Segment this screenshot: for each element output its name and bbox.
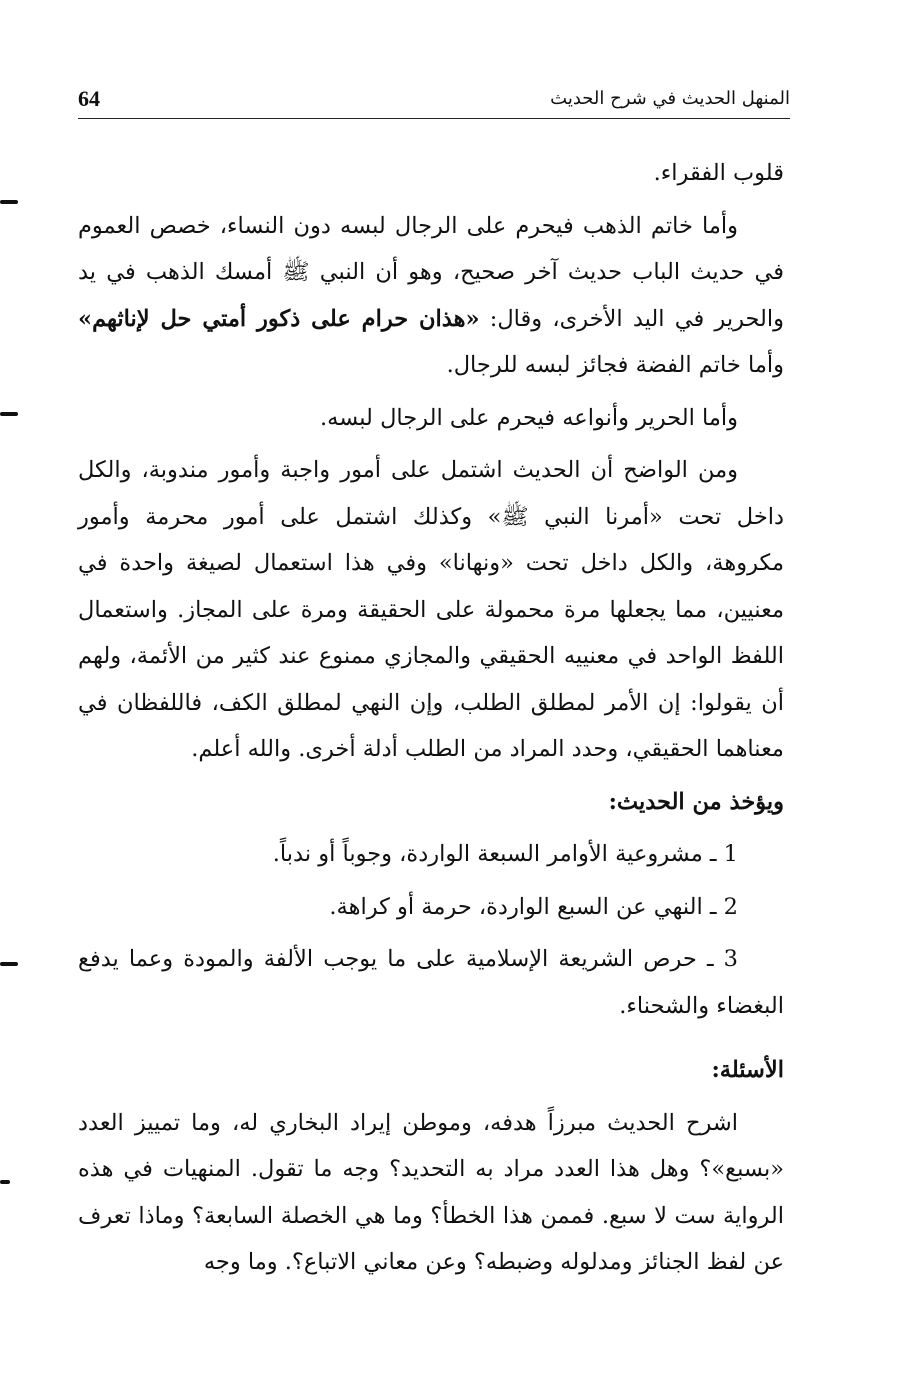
paragraph: قلوب الفقراء. <box>653 160 784 186</box>
scan-edge-mark <box>0 200 18 204</box>
page-number: 64 <box>78 86 100 111</box>
paragraph: اشرح الحديث مبرزاً هدفه، وموطن إيراد البخاري له، وما تمييز العدد «بسبع»؟ وهل هذا العدد مراد به التحديد؟ وجه ما تقول. المنهيات في هذه الرواية ست لا سبع. فممن هذا الخطأ؟ وما هي الخصلة السابعة؟ وماذا تعرف عن لفظ الجنائز ومدلوله وضبطه؟ وعن معاني الاتباع؟. وما وجه <box>78 1109 784 1275</box>
paragraph <box>78 203 784 389</box>
list-item: 2 ـ النهي عن السبع الواردة، حرمة أو كراهة. <box>329 893 738 920</box>
page-body <box>78 150 784 1286</box>
paragraph-text: وأما خاتم الذهب فيحرم على الرجال لبسه دون النساء، خصص العموم في حديث الباب حديث آخر صحيح، وهو أن النبي ﷺ أمسك الذهب في يد والحرير في اليد الأخرى، وقال: <box>78 212 785 332</box>
paragraph: ومن الواضح أن الحديث اشتمل على أمور واجبة وأمور مندوبة، والكل داخل تحت «أمرنا النبي ﷺ» وكذلك اشتمل على أمور محرمة وأمور مكروهة، والكل داخل تحت «ونهانا» وفي هذا استعمال لصيغة واحدة في معنيين، مما يجعلها مرة محمولة على الحقيقة ومرة على المجاز. واستعمال اللفظ الواحد في معنييه الحقيقي والمجازي ممنوع عند كثير من الأئمة، ولهم أن يقولوا: إن الأمر لمطلق الطلب، وإن النهي لمطلق الكف، فاللفظان في معناهما الحقيقي، وحدد المراد من الطلب أدلة أخرى. والله أعلم. <box>78 457 784 762</box>
running-title: المنهل الحديث في شرح الحديث <box>550 88 790 109</box>
section-heading: الأسئلة: <box>711 1057 784 1083</box>
page-header <box>78 82 790 119</box>
paragraph-text: وأما خاتم الفضة فجائز لبسه للرجال. <box>446 352 784 378</box>
section-heading: ويؤخذ من الحديث: <box>608 788 784 815</box>
scan-edge-mark <box>0 962 18 966</box>
list-item: 3 ـ حرص الشريعة الإسلامية على ما يوجب الألفة والمودة وعما يدفع البغضاء والشحناء. <box>78 946 784 1019</box>
hadith-quote: «هذان حرام على ذكور أمتي حل لإناثهم» <box>78 305 480 332</box>
scan-edge-mark <box>0 412 18 416</box>
list-item: 1 ـ مشروعية الأوامر السبعة الواردة، وجوباً أو ندباً. <box>272 841 738 867</box>
scan-edge-mark <box>0 1180 10 1184</box>
paragraph: وأما الحرير وأنواعه فيحرم على الرجال لبسه. <box>319 404 738 431</box>
